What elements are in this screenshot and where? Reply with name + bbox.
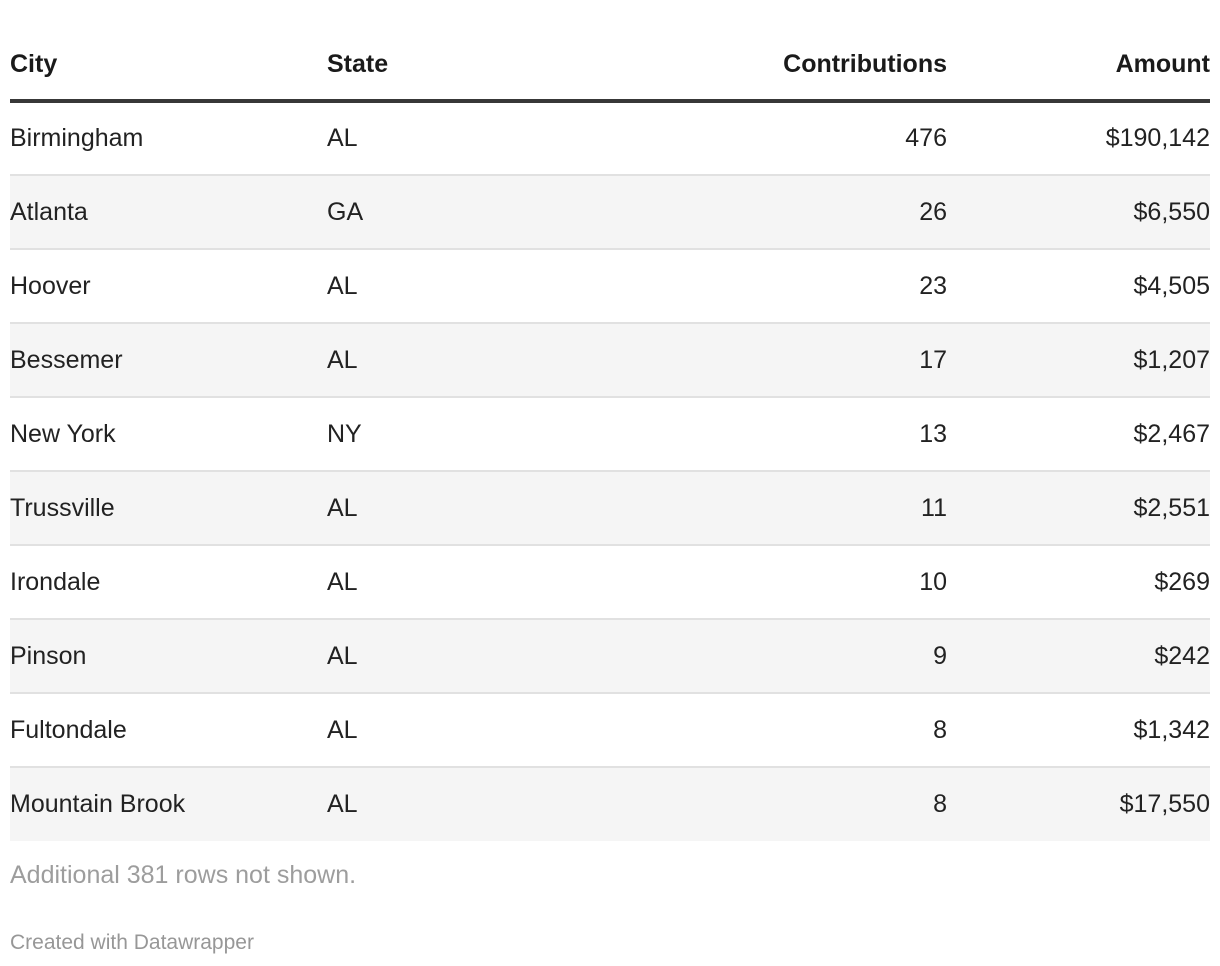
cell-city: Pinson — [10, 619, 327, 693]
column-header-amount: Amount — [947, 30, 1210, 101]
cell-city: Birmingham — [10, 124, 144, 152]
cell-amount: $242 — [947, 619, 1210, 693]
cell-city: Bessemer — [10, 323, 327, 397]
table-row — [10, 175, 1210, 249]
cell-city: Trussville — [10, 471, 327, 545]
table-header-row — [10, 30, 1210, 101]
cell-state: AL — [327, 249, 657, 323]
table-row — [10, 767, 1210, 841]
cell-state: AL — [327, 693, 657, 767]
cell-city: Atlanta — [10, 175, 327, 249]
cell-amount: $2,551 — [947, 471, 1210, 545]
cell-city: Hoover — [10, 249, 327, 323]
cell-contributions: 8 — [657, 693, 947, 767]
datawrapper-attribution: Created with Datawrapper — [10, 931, 254, 954]
cell-contributions: 26 — [657, 175, 947, 249]
cell-contributions: 8 — [657, 767, 947, 841]
table-row — [10, 323, 1210, 397]
table-row — [10, 397, 1210, 471]
cell-state: AL — [327, 767, 657, 841]
cell-contributions: 11 — [657, 471, 947, 545]
cell-amount: $6,550 — [947, 175, 1210, 249]
table-row — [10, 249, 1210, 323]
cell-state: NY — [327, 397, 657, 471]
cell-city: Fultondale — [10, 693, 327, 767]
cell-amount: $2,467 — [947, 397, 1210, 471]
cell-amount: $4,505 — [947, 249, 1210, 323]
data-table — [10, 30, 1210, 841]
cell-amount: $17,550 — [947, 767, 1210, 841]
cell-state: AL — [327, 471, 657, 545]
cell-amount: $190,142 — [1105, 124, 1210, 152]
table-row — [10, 693, 1210, 767]
rows-not-shown-note: Additional 381 rows not shown. — [10, 861, 357, 889]
cell-state: AL — [327, 619, 657, 693]
column-header-city: City — [10, 30, 327, 101]
cell-contributions: 10 — [657, 545, 947, 619]
cell-amount: $269 — [947, 545, 1210, 619]
cell-contributions: 13 — [657, 397, 947, 471]
cell-amount: $1,207 — [947, 323, 1210, 397]
data-table-container — [10, 30, 1210, 841]
cell-contributions: 9 — [657, 619, 947, 693]
cell-city: Mountain Brook — [10, 767, 327, 841]
table-row — [10, 545, 1210, 619]
column-header-contributions: Contributions — [657, 30, 947, 101]
cell-city: New York — [10, 397, 327, 471]
cell-amount: $1,342 — [947, 693, 1210, 767]
table-body — [10, 101, 1210, 841]
table-row — [10, 101, 1210, 175]
cell-state: AL — [327, 323, 657, 397]
cell-contributions: 17 — [657, 323, 947, 397]
cell-state: AL — [327, 124, 358, 152]
cell-state: GA — [327, 175, 657, 249]
cell-state: AL — [327, 545, 657, 619]
cell-city: Irondale — [10, 545, 327, 619]
cell-contributions: 23 — [657, 249, 947, 323]
column-header-state: State — [327, 30, 657, 101]
table-row — [10, 471, 1210, 545]
cell-contributions: 476 — [905, 124, 947, 152]
table-header — [10, 30, 1210, 101]
table-row — [10, 619, 1210, 693]
